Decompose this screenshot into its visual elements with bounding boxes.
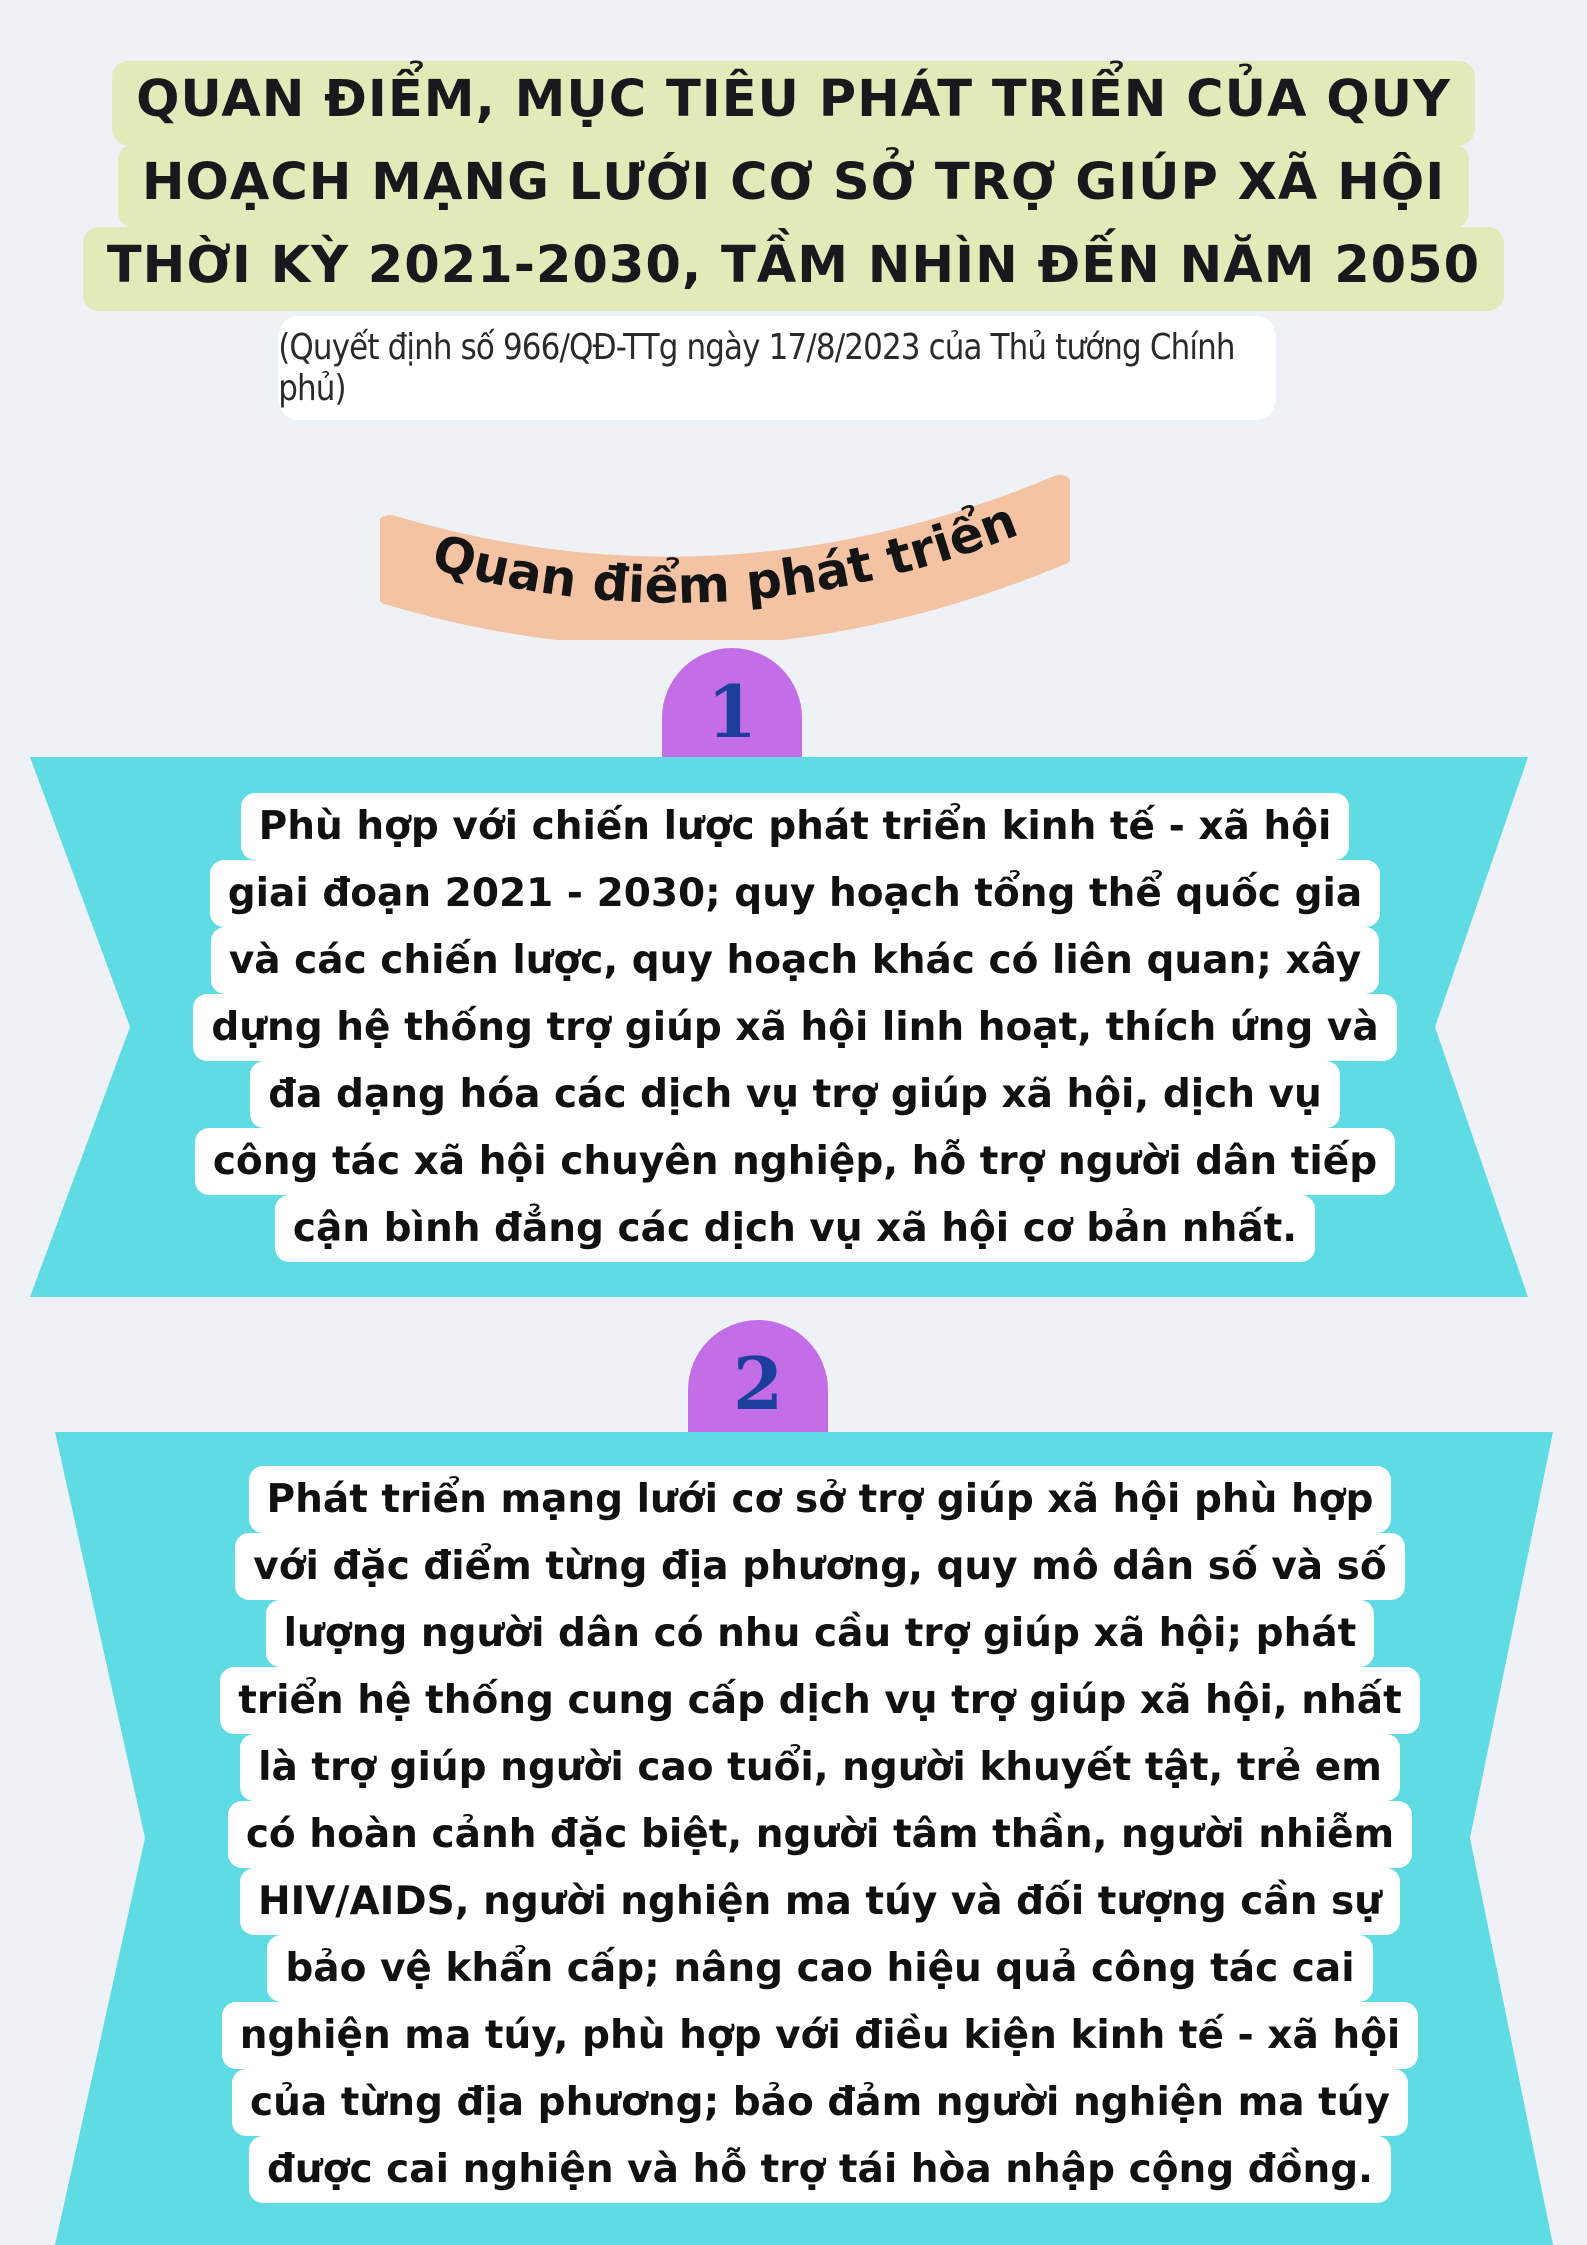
- section-title: Quan điểm phát triển: [426, 490, 1025, 616]
- point-2-line: Phát triển mạng lưới cơ sở trợ giúp xã hội phù hợp: [249, 1466, 1392, 1533]
- point-2-line: với đặc điểm từng địa phương, quy mô dân số và số: [235, 1533, 1404, 1600]
- point-1-line: Phù hợp với chiến lược phát triển kinh tế - xã hội: [241, 793, 1350, 860]
- point-1-line: cận bình đẳng các dịch vụ xã hội cơ bản nhất.: [275, 1195, 1315, 1262]
- point-1-line: và các chiến lược, quy hoạch khác có liên quan; xây: [211, 927, 1379, 994]
- point-2-line: bảo vệ khẩn cấp; nâng cao hiệu quả công tác cai: [267, 1935, 1372, 2002]
- point-1-text: [130, 793, 1460, 1262]
- title-line-2: HOẠCH MẠNG LƯỚI CƠ SỞ TRỢ GIÚP XÃ HỘI: [118, 144, 1469, 228]
- point-2-line: HIV/AIDS, người nghiện ma túy và đối tượng cần sự: [240, 1868, 1400, 1935]
- point-2-line: lượng người dân có nhu cầu trợ giúp xã hội; phát: [266, 1600, 1375, 1667]
- point-1-line: dựng hệ thống trợ giúp xã hội linh hoạt, thích ứng và: [193, 994, 1396, 1061]
- point-1-line: công tác xã hội chuyên nghiệp, hỗ trợ người dân tiếp: [195, 1128, 1395, 1195]
- point-1-line: đa dạng hóa các dịch vụ trợ giúp xã hội, dịch vụ: [250, 1061, 1340, 1128]
- point-1-line: giai đoạn 2021 - 2030; quy hoạch tổng thể quốc gia: [210, 860, 1380, 927]
- point-2-line: nghiện ma túy, phù hợp với điều kiện kinh tế - xã hội: [222, 2002, 1419, 2069]
- title-line-3: THỜI KỲ 2021-2030, TẦM NHÌN ĐẾN NĂM 2050: [83, 227, 1504, 311]
- point-2-line: được cai nghiện và hỗ trợ tái hòa nhập cộng đồng.: [249, 2136, 1391, 2203]
- page-title: [0, 62, 1587, 311]
- point-2-line: có hoàn cảnh đặc biệt, người tâm thần, người nhiễm: [228, 1801, 1412, 1868]
- point-2-text: [160, 1466, 1480, 2203]
- point-2-line: là trợ giúp người cao tuổi, người khuyết tật, trẻ em: [240, 1734, 1400, 1801]
- point-2-line: triển hệ thống cung cấp dịch vụ trợ giúp xã hội, nhất: [220, 1667, 1420, 1734]
- title-line-1: QUAN ĐIỂM, MỤC TIÊU PHÁT TRIỂN CỦA QUY: [112, 61, 1475, 145]
- section-badge-shape: [380, 470, 1070, 640]
- section-badge: [380, 470, 1070, 640]
- number-badge-1: 1: [662, 648, 802, 808]
- decision-reference: (Quyết định số 966/QĐ-TTg ngày 17/8/2023 của Thủ tướng Chính phủ): [278, 316, 1276, 420]
- point-2-line: của từng địa phương; bảo đảm người nghiện ma túy: [232, 2069, 1408, 2136]
- number-badge-2: 2: [688, 1320, 828, 1480]
